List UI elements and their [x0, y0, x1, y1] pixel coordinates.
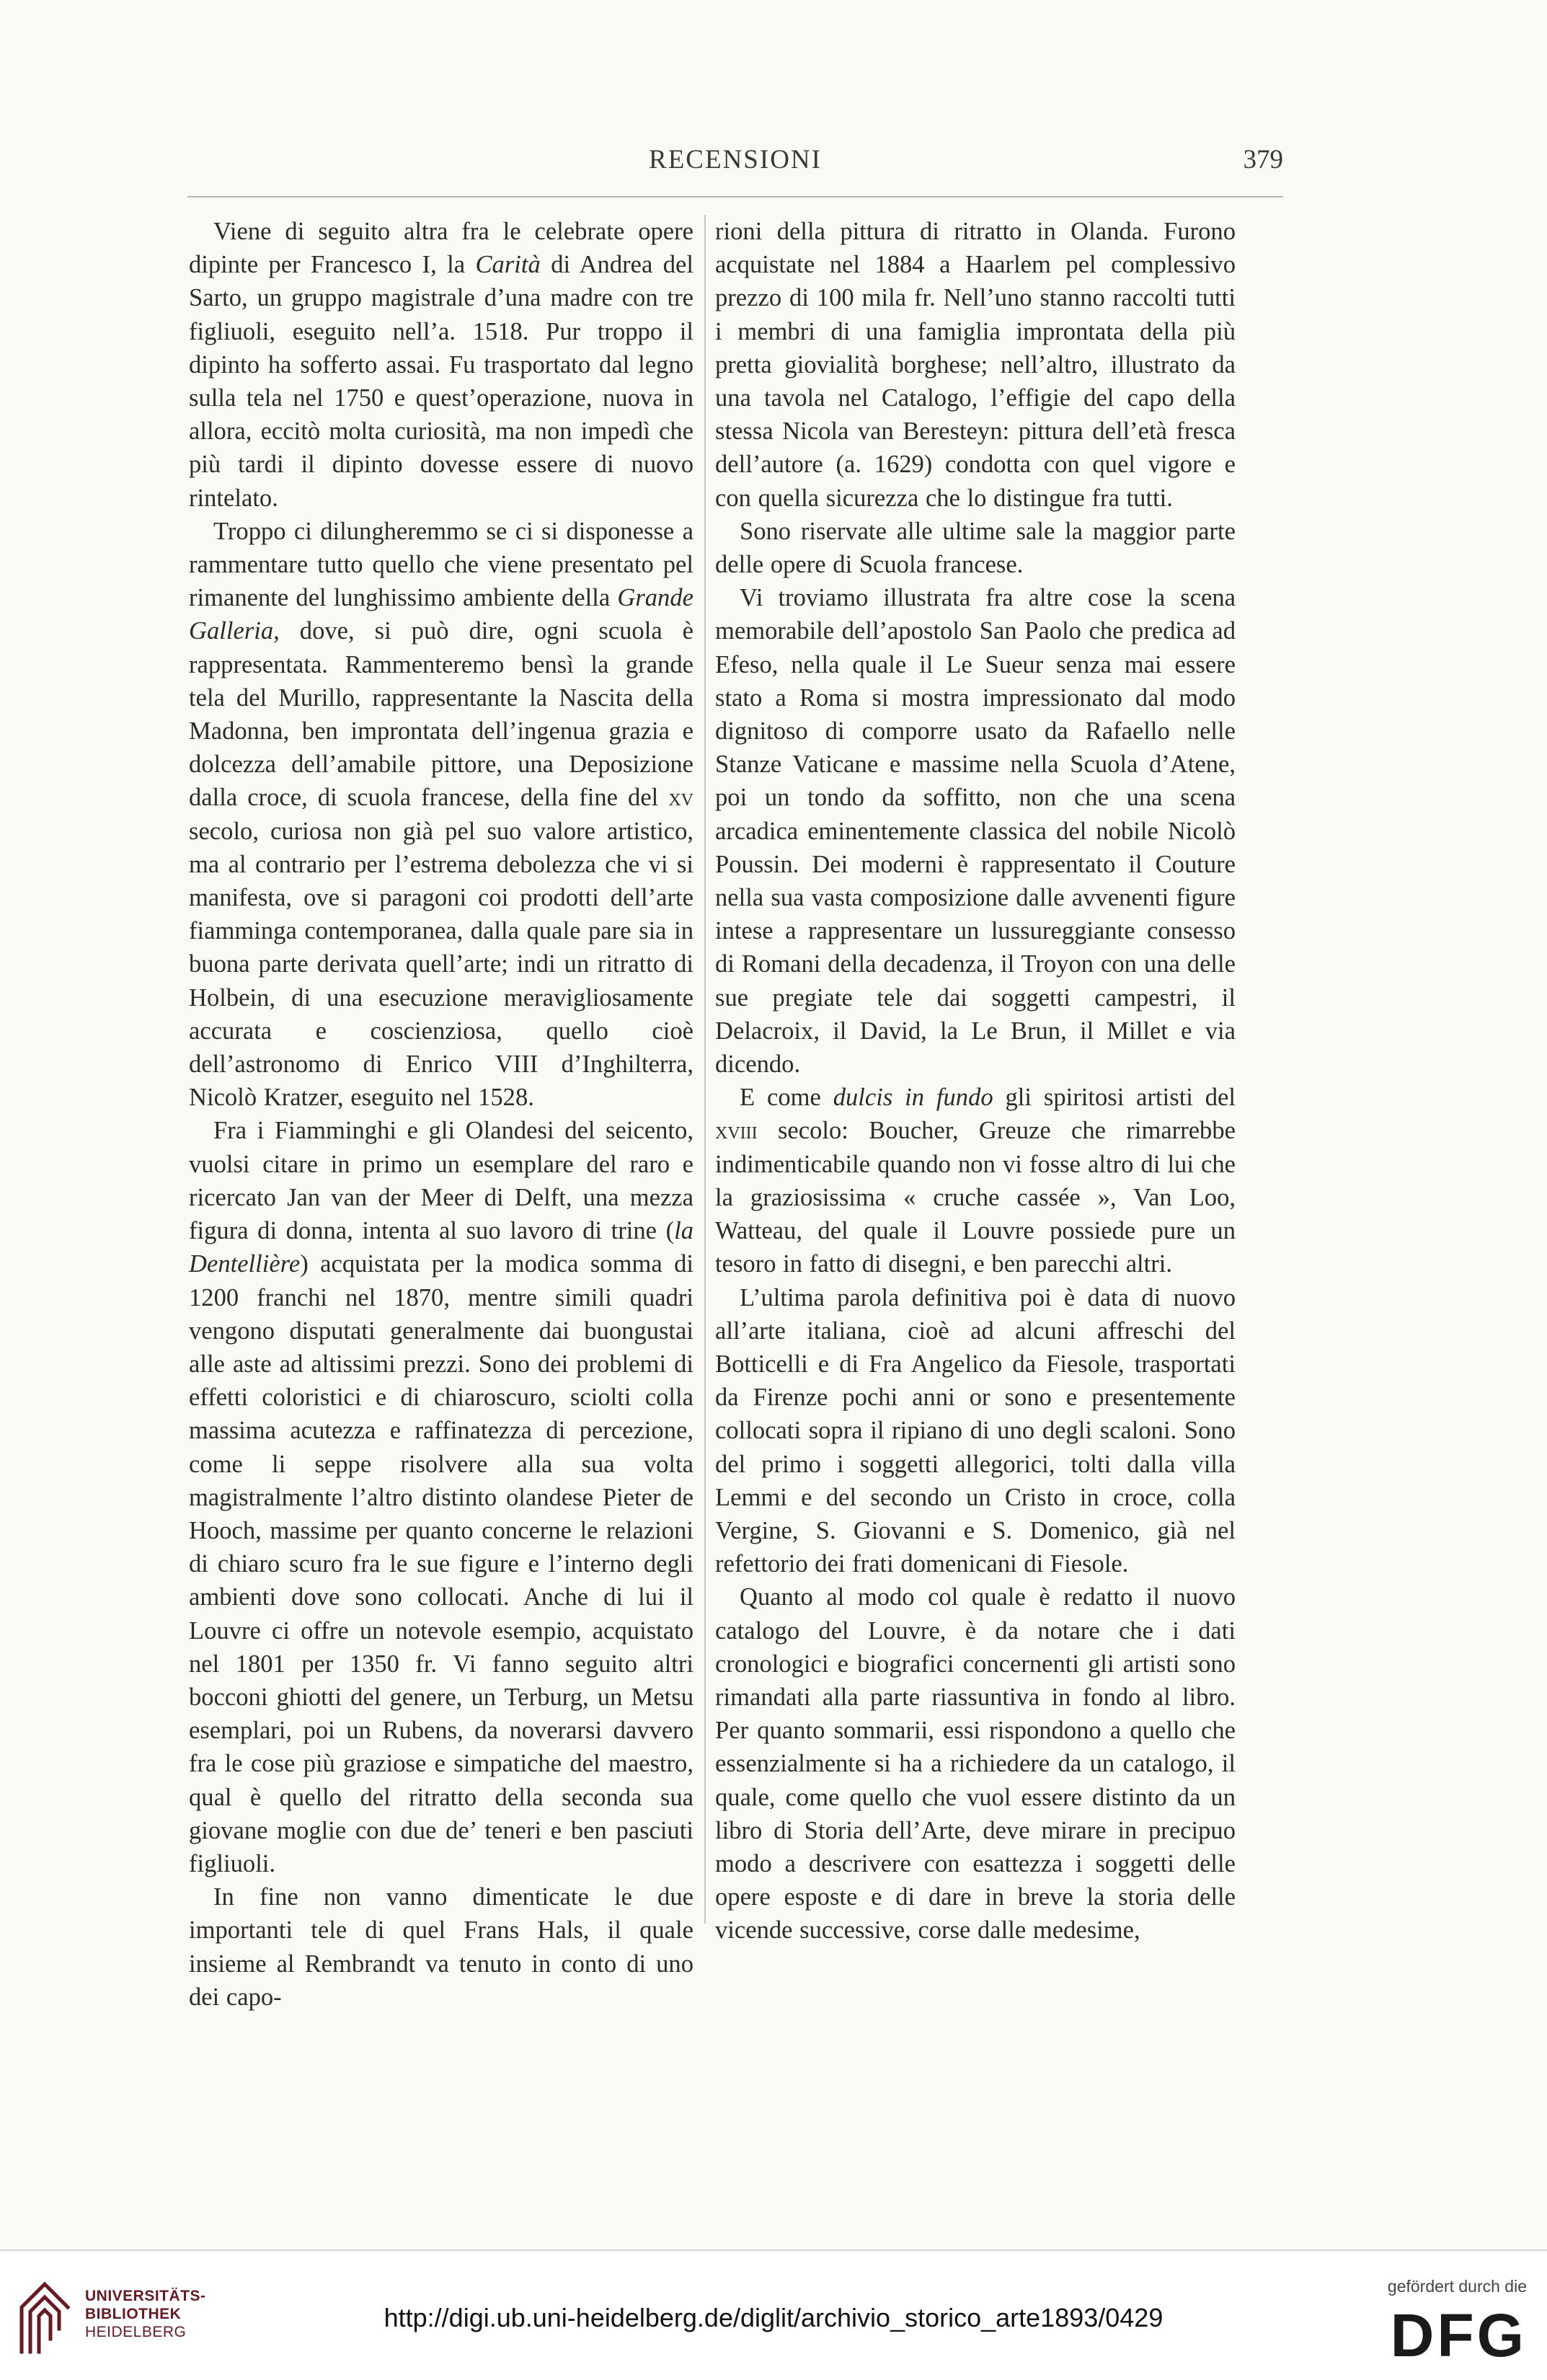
text-run: gli spiritosi artisti del: [993, 1084, 1236, 1112]
left-column: [189, 215, 693, 2014]
paragraph: [189, 1114, 693, 1880]
text-run: Troppo ci dilungheremmo se ci si disponesse a rammentare tutto quello che viene presentato pel rimanente del lunghissimo ambiente della: [189, 517, 693, 612]
library-name-line: HEIDELBERG: [85, 2324, 187, 2340]
italic-phrase: dulcis in fundo: [833, 1084, 993, 1112]
sponsor-name: DFG: [1390, 2306, 1527, 2361]
library-name-line: BIBLIOTHEK: [85, 2306, 182, 2322]
library-name-line: UNIVERSITÄTS-: [85, 2288, 206, 2304]
paragraph: Sono riservate alle ultime sale la maggior parte delle opere di Scuola francese.: [715, 517, 1236, 579]
italic-title: Carità: [475, 251, 541, 279]
text-run: ) acquistata per la modica somma di 1200 franchi nel 1870, mentre simili quadri vengono disputati generalmente dai buongustai alle aste ad altissimi prezzi. Sono dei problemi di effetti coloristici e di chiaroscuro, sciolti colla massima acutezza e raffinatezza di percezione, come li seppe risolvere alla sua volta magistralmente l’altro distinto olandese Pieter de Hooch, massime per quanto concerne le relazioni di chiaro scuro fra le sue figure e l’interno degli ambienti dove sono collocati. Anche di lui il Louvre ci offre un notevole esempio, acquistato nel 1801 per 1350 fr. Vi fanno seguito altri bocconi ghiotti del genere, un Terburg, un Metsu esemplari, poi un Rubens, da noverarsi davvero fra le cose più graziose e simpatiche del maestro, qual è quello del ritratto della seconda sua giovane moglie con due de’ teneri e ben pasciuti figliuoli.: [189, 1250, 693, 1877]
sponsor-caption: gefördert durch die: [1387, 2277, 1527, 2296]
digitization-footer: [0, 2250, 1547, 2380]
page-number: 379: [1243, 145, 1283, 174]
source-url-link[interactable]: http://digi.ub.uni-heidelberg.de/diglit/archivio_storico_arte1893/0429: [384, 2303, 1163, 2332]
paragraph: L’ultima parola definitiva poi è data di nuovo all’arte italiana, cioè ad alcuni affreschi del Botticelli e di Fra Angelico da Fiesole, trasportati da Firenze pochi anni or sono e presentemente collocati sopra il ripiano di uno degli scaloni. Sono del primo i soggetti allegorici, tolti dalla villa Lemmi e del secondo un Cristo in croce, colla Vergine, S. Giovanni e S. Domenico, già nel refettorio dei frati domenicani di Fiesole.: [715, 1283, 1236, 1578]
text-run: Viene di seguito altra fra le celebrate opere dipinte per Francesco I, la: [189, 218, 693, 279]
small-caps-numeral: xv: [668, 784, 693, 812]
italic-title: Grande Galleria,: [189, 584, 693, 645]
small-caps-numeral: xviii: [715, 1117, 758, 1145]
text-run: Fra i Fiamminghi e gli Olandesi del seicento, vuolsi citare in primo un esemplare del raro e ricercato Jan van der Meer di Delft, una mezza figura di donna, intenta al suo lavoro di trine (: [189, 1117, 693, 1245]
dfg-sponsor: [1361, 2277, 1527, 2363]
running-head: [187, 144, 1283, 187]
right-column: [715, 215, 1236, 1947]
paragraph: rioni della pittura di ritratto in Olanda. Furono acquistate nel 1884 a Haarlem pel complessivo prezzo di 100 mila fr. Nell’uno stanno raccolti tutti i membri di una famiglia improntata della più pretta giovialità borghese; nell’altro, illustrato da una tavola nel Catalogo, l’effigie del capo della stessa Nicola van Beresteyn: pittura dell’età fresca dell’autore (a. 1629) condotta con quel vigore e con quella sicurezza che lo distingue fra tutti.: [715, 218, 1236, 512]
paragraph: [189, 215, 693, 515]
paragraph: Vi troviamo illustrata fra altre cose la scena memorabile dell’apostolo San Paolo che predica ad Efeso, nella quale il Le Sueur senza mai essere stato a Roma si mostra impressionato dal modo dignitoso di comporre usato da Rafaello nelle Stanze Vaticane e massime nella Scuola d’Atene, poi un tondo da soffitto, non che una scena arcadica eminentemente classica del nobile Nicolò Poussin. Dei moderni è rappresentato il Couture nella sua vasta composizione dalle avvenenti figure intese a rappresentare un lussureggiante consesso di Romani della decadenza, il Troyon con una delle sue pregiate tele dai soggetti campestri, il Delacroix, il David, la Le Brun, il Millet e via dicendo.: [715, 584, 1236, 1079]
header-rule: [187, 196, 1283, 198]
text-run: secolo: Boucher, Greuze che rimarrebbe indimenticabile quando non vi fosse altro di lui che la graziosissima « cruche cassée », Van Loo, Watteau, del quale il Louvre possiede pure un tesoro in fatto di disegni, e ben parecchi altri.: [715, 1117, 1236, 1278]
paragraph: [189, 515, 693, 1115]
column-divider: [704, 215, 706, 1924]
paragraph: Quanto al modo col quale è redatto il nuovo catalogo del Louvre, è da notare che i dati cronologici e biografici concernenti gli artisti sono rimandati alla parte riassuntiva in fondo al libro. Per quanto sommarii, essi rispondono a quello che essenzialmente si ha a richiedere da un catalogo, il quale, come quello che vuol essere distinto da un libro di Storia dell’Arte, deve mirare in precipuo modo a descrivere con esattezza i soggetti delle opere esposte e di dare in breve la storia delle vicende successive, corse dalle medesime,: [715, 1583, 1236, 1945]
dfg-logo-icon[interactable]: [1373, 2306, 1527, 2361]
paragraph: [715, 1081, 1236, 1280]
footer-rule: [0, 2250, 1547, 2251]
paragraph: In fine non vanno dimenticate le due importanti tele di quel Frans Hals, il quale insieme al Rembrandt va tenuto in conto di uno dei capo-: [189, 1883, 693, 2011]
text-run: dove, si può dire, ogni scuola è rappresentata. Rammenteremo bensì la grande tela del Murillo, rappresentante la Nascita della Madonna, ben improntata dell’ingenua grazia e dolcezza dell’amabile pittore, una Deposizione dalla croce, di scuola francese, della fine del: [189, 617, 693, 812]
running-title: RECENSIONI: [649, 145, 822, 174]
text-run: di Andrea del Sarto, un gruppo magistrale d’una madre con tre figliuoli, eseguito nell’a. 1518. Pur troppo il dipinto ha sofferto assai. Fu trasportato dal legno sulla tela nel 1750 e quest’operazione, nuova in allora, eccitò molta curiosità, ma non impedì che più tardi il dipinto dovesse essere di nuovo rintelato.: [189, 251, 693, 512]
italic-title: la Dentellière: [189, 1217, 693, 1278]
text-run: secolo, curiosa non già pel suo valore artistico, ma al contrario per l’estrema debolezza che vi si manifesta, ove si paragoni coi prodotti dell’arte fiamminga contemporanea, dalla quale pare sia in buona parte derivata quell’arte; indi un ritratto di Holbein, di una esecuzione meravigliosamente accurata e coscienziosa, quello cioè dell’astronomo di Enrico VIII d’Inghilterra, Nicolò Kratzer, eseguito nel 1528.: [189, 817, 693, 1112]
text-run: E come: [740, 1084, 833, 1112]
